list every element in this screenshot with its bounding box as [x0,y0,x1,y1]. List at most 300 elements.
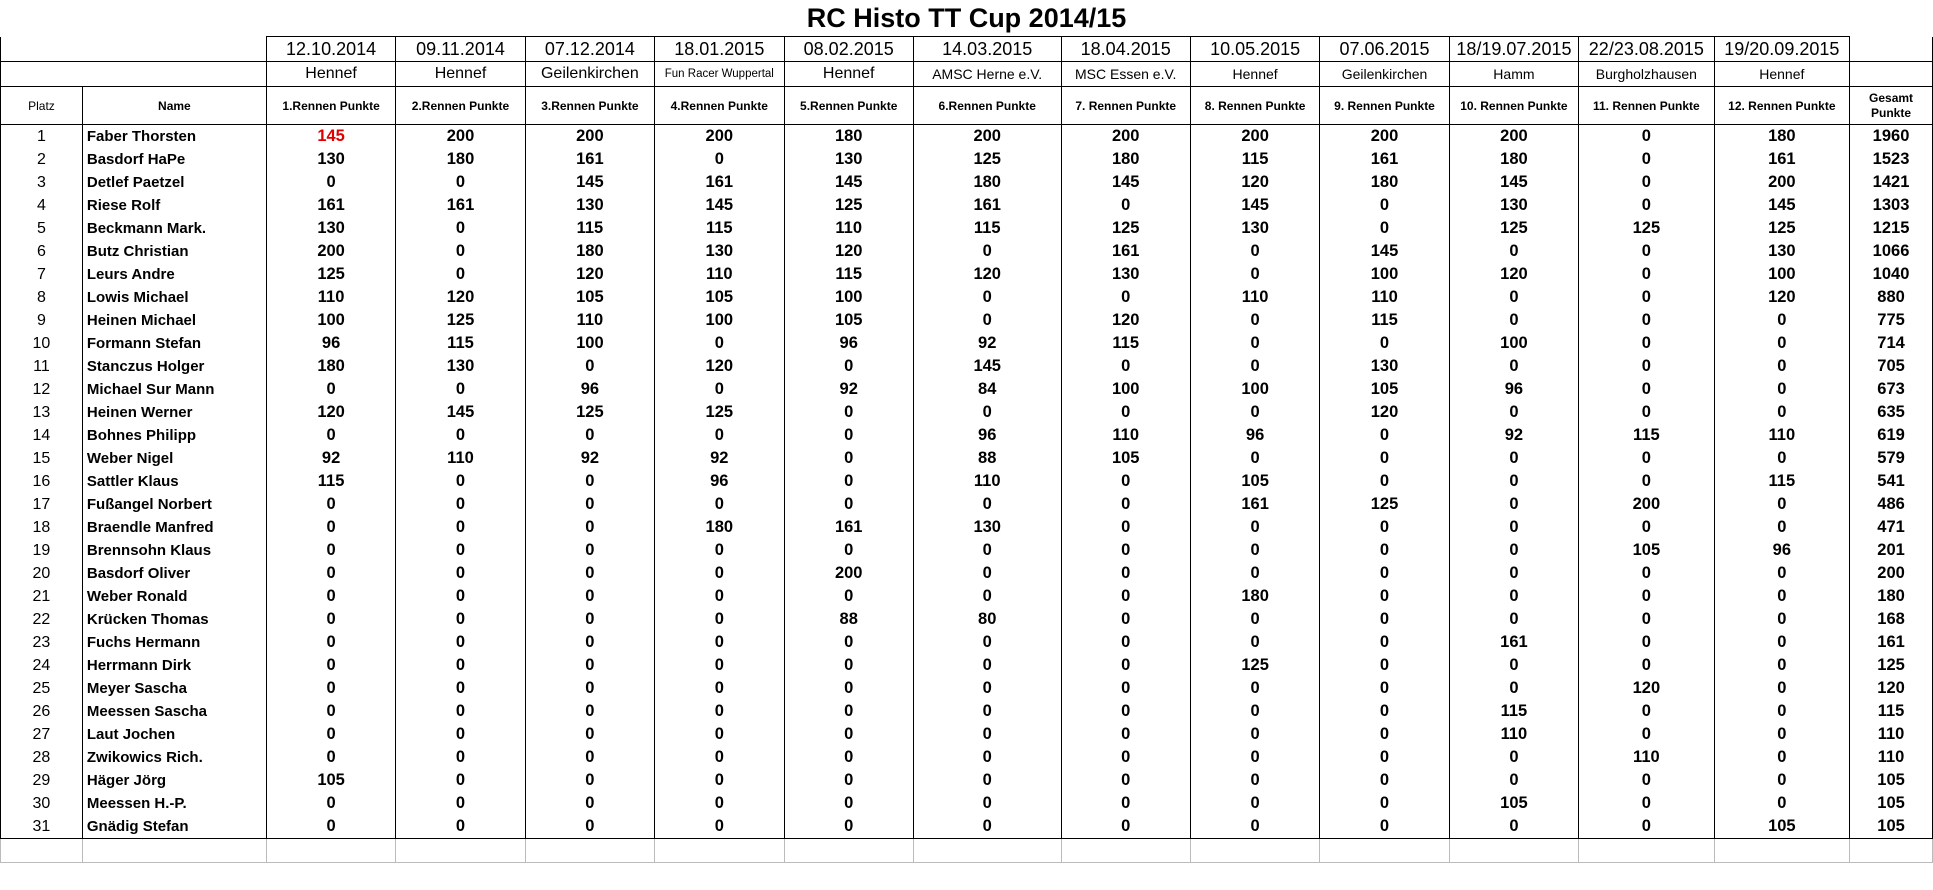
platz-cell: 16 [1,470,83,493]
points-cell: 0 [1190,309,1319,332]
points-cell: 0 [1579,470,1714,493]
points-cell: 161 [396,194,525,217]
name-cell: Heinen Werner [82,401,266,424]
race-date: 18.04.2015 [1061,37,1190,62]
points-cell: 0 [655,332,784,355]
points-cell: 0 [1320,585,1449,608]
total-cell: 115 [1850,700,1933,723]
points-cell: 100 [1714,263,1849,286]
empty-cell [1,839,83,863]
points-cell: 0 [1061,746,1190,769]
points-cell: 110 [266,286,395,309]
points-cell: 0 [1190,608,1319,631]
points-cell: 0 [1579,447,1714,470]
points-cell: 120 [784,240,913,263]
points-cell: 0 [266,677,395,700]
platz-header: Platz [1,87,83,125]
points-cell: 0 [784,539,913,562]
empty-cell [525,839,654,863]
points-cell: 0 [1579,585,1714,608]
points-cell: 0 [396,378,525,401]
points-cell: 110 [396,447,525,470]
points-cell: 120 [396,286,525,309]
points-cell: 0 [1190,562,1319,585]
points-cell: 0 [525,516,654,539]
points-cell: 0 [1061,286,1190,309]
race-location: Hennef [266,62,395,87]
points-cell: 105 [1579,539,1714,562]
points-cell: 0 [913,792,1061,815]
points-cell: 110 [1579,746,1714,769]
total-cell: 161 [1850,631,1933,654]
total-cell: 714 [1850,332,1933,355]
platz-cell: 15 [1,447,83,470]
points-cell: 0 [1449,401,1578,424]
points-cell: 0 [1190,815,1319,839]
points-cell: 145 [1449,171,1578,194]
points-cell: 0 [525,493,654,516]
points-cell: 0 [1320,424,1449,447]
points-cell: 0 [655,148,784,171]
empty-row [1,839,1933,863]
points-cell: 115 [266,470,395,493]
points-cell: 80 [913,608,1061,631]
empty-cell [913,839,1061,863]
points-cell: 130 [1449,194,1578,217]
points-cell: 120 [913,263,1061,286]
points-cell: 130 [1320,355,1449,378]
points-cell: 115 [1449,700,1578,723]
points-cell: 0 [1714,378,1849,401]
name-cell: Butz Christian [82,240,266,263]
points-cell: 115 [784,263,913,286]
total-cell: 110 [1850,723,1933,746]
points-cell: 120 [266,401,395,424]
platz-cell: 18 [1,516,83,539]
points-cell: 0 [1579,240,1714,263]
points-cell: 0 [784,470,913,493]
table-row [1,585,1933,608]
points-cell: 0 [1449,677,1578,700]
points-cell: 0 [784,723,913,746]
points-cell: 115 [1061,332,1190,355]
points-cell: 145 [655,194,784,217]
total-cell: 673 [1850,378,1933,401]
empty-cell [1320,839,1449,863]
points-cell: 200 [784,562,913,585]
points-cell: 145 [525,171,654,194]
platz-cell: 6 [1,240,83,263]
points-cell: 145 [784,171,913,194]
points-cell: 0 [913,769,1061,792]
total-cell: 635 [1850,401,1933,424]
platz-cell: 22 [1,608,83,631]
points-cell: 200 [1320,125,1449,149]
location-row [1,62,1933,87]
points-cell: 125 [1579,217,1714,240]
race-points-header: 3.Rennen Punkte [525,87,654,125]
points-cell: 0 [396,769,525,792]
race-points-header: 10. Rennen Punkte [1449,87,1578,125]
total-cell: 579 [1850,447,1933,470]
points-cell: 0 [1714,355,1849,378]
points-cell: 100 [1320,263,1449,286]
points-cell: 0 [1320,217,1449,240]
points-cell: 0 [1190,539,1319,562]
points-cell: 115 [1714,470,1849,493]
name-cell: Weber Nigel [82,447,266,470]
points-cell: 96 [913,424,1061,447]
points-cell: 200 [1061,125,1190,149]
points-cell: 0 [266,539,395,562]
points-cell: 0 [1449,769,1578,792]
points-cell: 0 [784,815,913,839]
platz-cell: 30 [1,792,83,815]
points-cell: 0 [655,677,784,700]
points-cell: 0 [1061,470,1190,493]
points-cell: 145 [1714,194,1849,217]
platz-cell: 3 [1,171,83,194]
points-cell: 180 [1449,148,1578,171]
points-cell: 105 [784,309,913,332]
total-cell: 1523 [1850,148,1933,171]
points-cell: 0 [784,493,913,516]
points-cell: 0 [1579,792,1714,815]
points-cell: 161 [1061,240,1190,263]
points-cell: 0 [1320,608,1449,631]
empty-cell [1061,839,1190,863]
points-cell: 0 [1449,516,1578,539]
total-cell: 105 [1850,815,1933,839]
points-cell: 0 [1579,562,1714,585]
points-cell: 125 [784,194,913,217]
total-header: Gesamt Punkte [1850,87,1933,125]
points-cell: 105 [655,286,784,309]
points-cell: 0 [266,608,395,631]
points-cell: 0 [655,539,784,562]
platz-cell: 25 [1,677,83,700]
total-cell: 1040 [1850,263,1933,286]
empty-cell [396,839,525,863]
points-cell: 110 [655,263,784,286]
points-cell: 120 [1579,677,1714,700]
empty-cell [1850,839,1933,863]
points-cell: 110 [784,217,913,240]
table-row [1,539,1933,562]
points-cell: 0 [525,700,654,723]
standings-body [1,125,1933,863]
points-cell: 0 [525,654,654,677]
points-cell: 161 [655,171,784,194]
race-date: 12.10.2014 [266,37,395,62]
points-cell: 0 [1714,309,1849,332]
points-cell: 0 [525,792,654,815]
points-cell: 0 [913,401,1061,424]
points-cell: 0 [1190,401,1319,424]
points-cell: 0 [913,723,1061,746]
points-cell: 0 [1579,171,1714,194]
points-cell: 130 [784,148,913,171]
name-cell: Meyer Sascha [82,677,266,700]
points-cell: 0 [396,562,525,585]
points-cell: 110 [1061,424,1190,447]
race-date: 09.11.2014 [396,37,525,62]
points-cell: 0 [1320,700,1449,723]
empty-cell [655,839,784,863]
points-cell: 0 [655,723,784,746]
points-cell: 0 [1449,608,1578,631]
points-cell: 0 [784,631,913,654]
points-cell: 0 [1579,194,1714,217]
points-cell: 130 [913,516,1061,539]
points-cell: 110 [1320,286,1449,309]
points-cell: 115 [913,217,1061,240]
empty-cell [1449,839,1578,863]
points-cell: 100 [784,286,913,309]
points-cell: 0 [1579,355,1714,378]
points-cell: 0 [1190,263,1319,286]
points-cell: 0 [396,240,525,263]
points-cell: 0 [784,447,913,470]
race-date: 18/19.07.2015 [1449,37,1578,62]
points-cell: 130 [525,194,654,217]
name-cell: Meessen H.-P. [82,792,266,815]
points-cell: 0 [525,585,654,608]
table-row [1,562,1933,585]
points-cell: 105 [1320,378,1449,401]
points-cell: 0 [655,746,784,769]
points-cell: 0 [1449,585,1578,608]
points-cell: 0 [913,493,1061,516]
points-cell: 0 [396,539,525,562]
points-cell: 0 [784,401,913,424]
points-cell: 0 [913,585,1061,608]
points-cell: 0 [1579,516,1714,539]
points-cell: 0 [913,631,1061,654]
points-cell: 180 [913,171,1061,194]
points-cell: 0 [1190,240,1319,263]
total-cell: 1066 [1850,240,1933,263]
race-date: 22/23.08.2015 [1579,37,1714,62]
name-cell: Heinen Michael [82,309,266,332]
points-cell: 125 [1320,493,1449,516]
race-date: 14.03.2015 [913,37,1061,62]
points-cell: 0 [1320,792,1449,815]
table-row [1,125,1933,149]
name-cell: Stanczus Holger [82,355,266,378]
total-cell: 110 [1850,746,1933,769]
empty-cell [82,839,266,863]
points-cell: 100 [1190,378,1319,401]
points-cell: 0 [266,700,395,723]
points-cell: 96 [655,470,784,493]
table-row [1,240,1933,263]
points-cell: 0 [784,746,913,769]
name-cell: Weber Ronald [82,585,266,608]
name-cell: Leurs Andre [82,263,266,286]
table-row [1,516,1933,539]
points-cell: 0 [655,493,784,516]
points-cell: 0 [913,240,1061,263]
race-points-header: 9. Rennen Punkte [1320,87,1449,125]
points-cell: 88 [784,608,913,631]
points-cell: 0 [1449,447,1578,470]
points-cell: 100 [1449,332,1578,355]
points-cell: 120 [525,263,654,286]
points-cell: 120 [1714,286,1849,309]
points-cell: 0 [1449,286,1578,309]
points-cell: 161 [1449,631,1578,654]
points-cell: 105 [525,286,654,309]
points-cell: 0 [913,700,1061,723]
total-cell: 105 [1850,769,1933,792]
points-cell: 0 [1449,355,1578,378]
points-cell: 110 [1449,723,1578,746]
name-cell: Basdorf HaPe [82,148,266,171]
points-cell: 130 [655,240,784,263]
points-cell: 130 [1714,240,1849,263]
points-cell: 0 [525,424,654,447]
points-cell: 200 [1449,125,1578,149]
race-location: Fun Racer Wuppertal [655,62,784,87]
race-location: Hennef [1714,62,1849,87]
points-cell: 0 [1061,677,1190,700]
points-cell: 110 [1190,286,1319,309]
points-cell: 0 [1190,631,1319,654]
points-cell: 100 [525,332,654,355]
points-cell: 200 [913,125,1061,149]
points-cell: 0 [1061,631,1190,654]
points-cell: 180 [1061,148,1190,171]
points-cell: 0 [1714,677,1849,700]
header-blank [1,62,267,87]
points-cell: 0 [1061,654,1190,677]
points-cell: 0 [396,516,525,539]
points-cell: 0 [1061,608,1190,631]
points-cell: 0 [655,792,784,815]
points-cell: 200 [396,125,525,149]
race-location: Hennef [396,62,525,87]
platz-cell: 31 [1,815,83,839]
points-cell: 110 [913,470,1061,493]
points-cell: 0 [913,746,1061,769]
points-cell: 92 [655,447,784,470]
points-cell: 125 [396,309,525,332]
header-blank [1,37,267,62]
points-cell: 0 [525,539,654,562]
points-cell: 161 [913,194,1061,217]
table-row [1,217,1933,240]
points-cell: 0 [1190,700,1319,723]
points-cell: 180 [1320,171,1449,194]
points-cell: 0 [1320,769,1449,792]
points-cell: 0 [784,654,913,677]
platz-cell: 1 [1,125,83,149]
points-cell: 145 [913,355,1061,378]
points-cell: 0 [1190,332,1319,355]
points-cell: 0 [525,631,654,654]
platz-cell: 9 [1,309,83,332]
platz-cell: 27 [1,723,83,746]
points-cell: 180 [1714,125,1849,149]
points-cell: 0 [784,355,913,378]
table-row [1,746,1933,769]
table-row [1,378,1933,401]
points-cell: 92 [266,447,395,470]
race-points-header: 8. Rennen Punkte [1190,87,1319,125]
race-date: 19/20.09.2015 [1714,37,1849,62]
points-cell: 0 [784,792,913,815]
points-cell: 0 [1320,654,1449,677]
platz-cell: 28 [1,746,83,769]
total-cell: 120 [1850,677,1933,700]
race-points-header: 5.Rennen Punkte [784,87,913,125]
name-cell: Basdorf Oliver [82,562,266,585]
platz-cell: 19 [1,539,83,562]
points-cell: 0 [1579,608,1714,631]
points-cell: 0 [1190,677,1319,700]
empty-cell [784,839,913,863]
table-row [1,401,1933,424]
points-cell: 0 [655,562,784,585]
points-cell: 0 [266,746,395,769]
points-cell: 200 [1190,125,1319,149]
points-cell: 0 [1714,585,1849,608]
points-cell: 145 [1190,194,1319,217]
points-cell: 0 [396,608,525,631]
points-cell: 0 [1714,769,1849,792]
points-cell: 0 [396,700,525,723]
name-cell: Gnädig Stefan [82,815,266,839]
points-cell: 0 [396,470,525,493]
race-points-header: 4.Rennen Punkte [655,87,784,125]
points-cell: 0 [396,493,525,516]
points-cell: 105 [1449,792,1578,815]
name-cell: Herrmann Dirk [82,654,266,677]
points-cell: 0 [1190,516,1319,539]
name-cell: Braendle Manfred [82,516,266,539]
points-cell: 0 [1714,608,1849,631]
points-cell: 105 [1061,447,1190,470]
name-cell: Fußangel Norbert [82,493,266,516]
points-cell: 0 [396,263,525,286]
points-cell: 0 [396,631,525,654]
points-cell: 125 [1190,654,1319,677]
points-cell: 0 [1190,447,1319,470]
points-cell: 115 [1190,148,1319,171]
points-cell: 180 [525,240,654,263]
points-cell: 0 [1714,493,1849,516]
points-cell: 161 [1190,493,1319,516]
points-cell: 0 [396,217,525,240]
points-cell: 180 [655,516,784,539]
points-cell: 0 [525,562,654,585]
points-cell: 130 [1061,263,1190,286]
points-cell: 0 [1579,769,1714,792]
points-cell: 0 [396,815,525,839]
points-cell: 0 [1320,470,1449,493]
race-date: 08.02.2015 [784,37,913,62]
points-cell: 0 [1320,677,1449,700]
points-cell: 0 [396,792,525,815]
race-points-header: 12. Rennen Punkte [1714,87,1849,125]
points-cell: 96 [1449,378,1578,401]
race-points-header: 11. Rennen Punkte [1579,87,1714,125]
points-cell: 0 [1449,240,1578,263]
points-cell: 0 [1061,562,1190,585]
points-cell: 0 [525,769,654,792]
points-cell: 105 [1190,470,1319,493]
